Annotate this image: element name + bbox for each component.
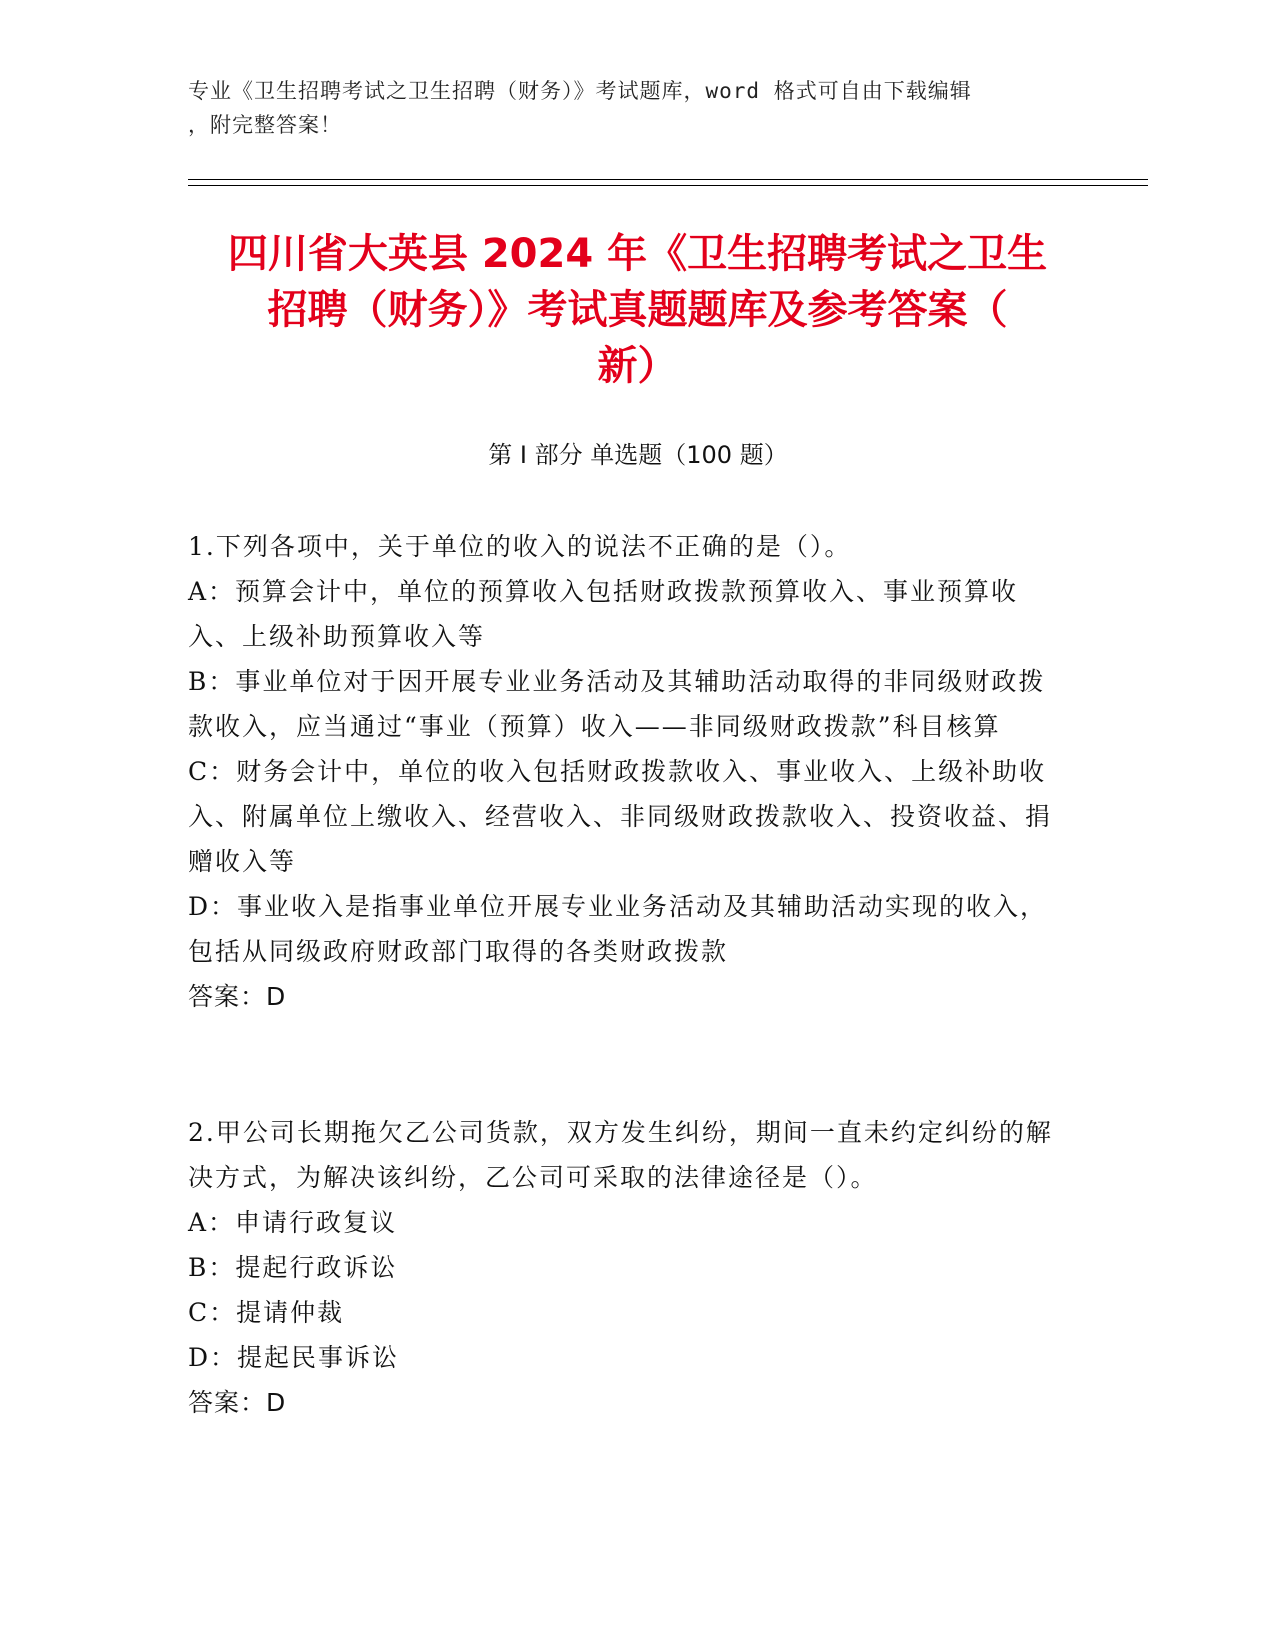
answer: 答案：D — [188, 1388, 287, 1417]
answer: 答案：D — [188, 982, 287, 1011]
header-note — [188, 74, 1088, 142]
document-title-line-3: 新） — [597, 343, 678, 389]
header-note-line-2: ，附完整答案！ — [188, 113, 342, 137]
section-heading: 第 I 部分 单选题（100 题） — [488, 441, 788, 469]
question-2 — [188, 1110, 1068, 1425]
option-b: B：事业单位对于因开展专业业务活动及其辅助活动取得的非同级财政拨款收入，应当通过“事业（预算）收入——非同级财政拨款”科目核算 — [188, 667, 1046, 741]
question-stem: 1.下列各项中，关于单位的收入的说法不正确的是（）。 — [188, 532, 852, 561]
question-1 — [188, 524, 1068, 1019]
header-rule-thick — [188, 179, 1148, 180]
document-title — [170, 226, 1105, 394]
option-c: C：财务会计中，单位的收入包括财政拨款收入、事业收入、上级补助收入、附属单位上缴收入、经营收入、非同级财政拨款收入、投资收益、捐赠收入等 — [188, 757, 1053, 876]
option-d: D：事业收入是指事业单位开展专业业务活动及其辅助活动实现的收入，包括从同级政府财政部门取得的各类财政拨款 — [188, 892, 1048, 966]
option-c: C：提请仲裁 — [188, 1298, 345, 1327]
document-title-line-1: 四川省大英县 2024 年《卫生招聘考试之卫生 — [227, 231, 1048, 277]
header-rule-thin — [188, 185, 1148, 186]
header-note-line-1: 专业《卫生招聘考试之卫生招聘（财务）》考试题库，word 格式可自由下载编辑 — [188, 79, 972, 103]
option-d: D：提起民事诉讼 — [188, 1343, 400, 1372]
option-b: B：提起行政诉讼 — [188, 1253, 398, 1282]
option-a: A：申请行政复议 — [188, 1208, 398, 1237]
document-title-line-2: 招聘（财务）》考试真题题库及参考答案（ — [267, 287, 1008, 333]
option-a: A：预算会计中，单位的预算收入包括财政拨款预算收入、事业预算收入、上级补助预算收入等 — [188, 577, 1019, 651]
question-stem: 2.甲公司长期拖欠乙公司货款，双方发生纠纷，期间一直未约定纠纷的解决方式，为解决该纠纷，乙公司可采取的法律途径是（）。 — [188, 1118, 1053, 1192]
